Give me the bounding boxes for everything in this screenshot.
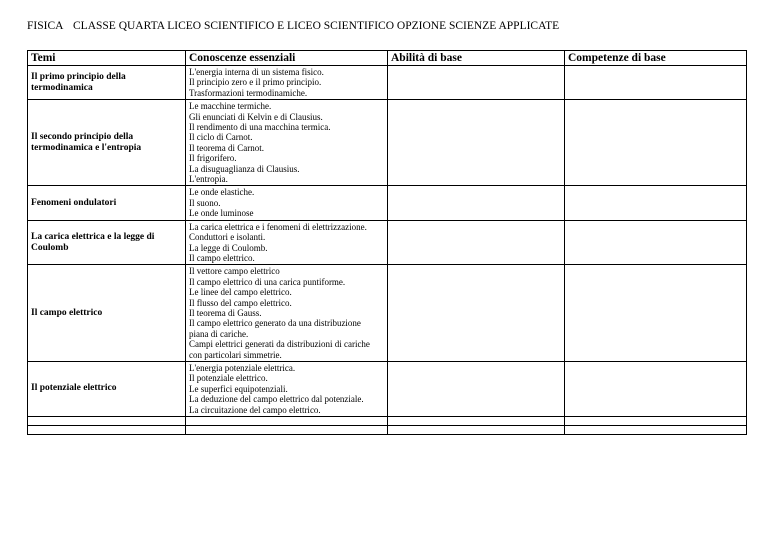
empty-cell <box>186 417 388 426</box>
competenze-cell <box>565 186 747 220</box>
abilita-cell <box>388 220 565 265</box>
table-body <box>28 66 747 435</box>
abilita-cell <box>388 361 565 416</box>
table-header-row <box>28 51 747 66</box>
column-header-abilita: Abilità di base <box>388 51 565 66</box>
conoscenza-line: La carica elettrica e i fenomeni di elettrizzazione. <box>189 221 367 232</box>
tema-cell: Il primo principio della termodinamica <box>28 66 186 100</box>
column-header-temi: Temi <box>28 51 186 66</box>
class-title: CLASSE QUARTA LICEO SCIENTIFICO E LICEO SCIENTIFICO OPZIONE SCIENZE APPLICATE <box>73 20 560 32</box>
curriculum-table <box>27 50 747 435</box>
conoscenza-line: La deduzione del campo elettrico dal potenziale. <box>189 394 364 405</box>
conoscenza-line: Le superfici equipotenziali. <box>189 383 288 394</box>
conoscenza-line: Il campo elettrico generato da una distribuzione <box>189 318 361 329</box>
conoscenza-line: L'energia interna di un sistema fisico. <box>189 67 324 77</box>
table-row <box>28 66 747 100</box>
conoscenza-line: Gli enunciati di Kelvin e di Clausius. <box>189 111 323 122</box>
conoscenza-line: con particolari simmetrie. <box>189 349 282 360</box>
conoscenza-line: Il campo elettrico di una carica puntiforme. <box>189 276 346 287</box>
table-row <box>28 361 747 416</box>
document-header <box>27 20 559 32</box>
conoscenza-line: Le linee del campo elettrico. <box>189 287 292 298</box>
conoscenza-line: piana di cariche. <box>189 328 249 339</box>
subject-label: FISICA <box>27 20 64 32</box>
conoscenza-line: Il principio zero e il primo principio. <box>189 77 322 88</box>
abilita-cell <box>388 186 565 220</box>
conoscenza-line: L'entropia. <box>189 174 228 185</box>
column-header-competenze: Competenze di base <box>565 51 747 66</box>
empty-row <box>28 417 747 426</box>
conoscenza-line: Il suono. <box>189 197 221 208</box>
conoscenze-cell <box>186 265 388 362</box>
empty-row <box>28 426 747 435</box>
competenze-cell <box>565 100 747 186</box>
table-row <box>28 220 747 265</box>
conoscenza-line: Trasformazioni termodinamiche. <box>189 87 308 98</box>
table-row <box>28 265 747 362</box>
abilita-cell <box>388 265 565 362</box>
competenze-cell <box>565 361 747 416</box>
competenze-cell <box>565 265 747 362</box>
conoscenza-line: Il vettore campo elettrico <box>189 266 280 277</box>
conoscenze-cell <box>186 220 388 265</box>
conoscenza-line: Le onde luminose <box>189 208 254 219</box>
table-row <box>28 186 747 220</box>
empty-cell <box>565 426 747 435</box>
conoscenza-line: Il rendimento di una macchina termica. <box>189 122 331 133</box>
conoscenza-line: La legge di Coulomb. <box>189 242 268 253</box>
conoscenza-line: Il flusso del campo elettrico. <box>189 297 292 308</box>
conoscenza-line: La disuguaglianza di Clausius. <box>189 163 300 174</box>
empty-cell <box>565 417 747 426</box>
empty-cell <box>186 426 388 435</box>
tema-cell: Il potenziale elettrico <box>28 361 186 416</box>
tema-cell: Il secondo principio della termodinamica e l'entropia <box>28 100 186 186</box>
empty-cell <box>388 426 565 435</box>
conoscenza-line: Il teorema di Carnot. <box>189 142 264 153</box>
empty-cell <box>388 417 565 426</box>
conoscenze-cell <box>186 361 388 416</box>
empty-cell <box>28 426 186 435</box>
conoscenza-line: Il campo elettrico. <box>189 252 255 263</box>
tema-cell: Fenomeni ondulatori <box>28 186 186 220</box>
conoscenza-line: Le macchine termiche. <box>189 101 272 112</box>
conoscenza-line: L'energia potenziale elettrica. <box>189 362 296 373</box>
conoscenza-line: Il ciclo di Carnot. <box>189 132 253 143</box>
conoscenza-line: Il teorema di Gauss. <box>189 307 262 318</box>
competenze-cell <box>565 66 747 100</box>
conoscenza-line: Conduttori e isolanti. <box>189 232 266 243</box>
conoscenza-line: Le onde elastiche. <box>189 187 255 198</box>
conoscenza-line: Il frigorifero. <box>189 153 237 164</box>
empty-cell <box>28 417 186 426</box>
abilita-cell <box>388 100 565 186</box>
competenze-cell <box>565 220 747 265</box>
conoscenze-cell <box>186 186 388 220</box>
conoscenze-cell <box>186 66 388 100</box>
conoscenza-line: Campi elettrici generati da distribuzioni di cariche <box>189 339 370 350</box>
column-header-conoscenze: Conoscenze essenziali <box>186 51 388 66</box>
tema-cell: Il campo elettrico <box>28 265 186 362</box>
conoscenza-line: Il potenziale elettrico. <box>189 373 268 384</box>
conoscenze-cell <box>186 100 388 186</box>
table-row <box>28 100 747 186</box>
conoscenza-line: La circuitazione del campo elettrico. <box>189 404 321 415</box>
tema-cell: La carica elettrica e la legge di Coulomb <box>28 220 186 265</box>
abilita-cell <box>388 66 565 100</box>
